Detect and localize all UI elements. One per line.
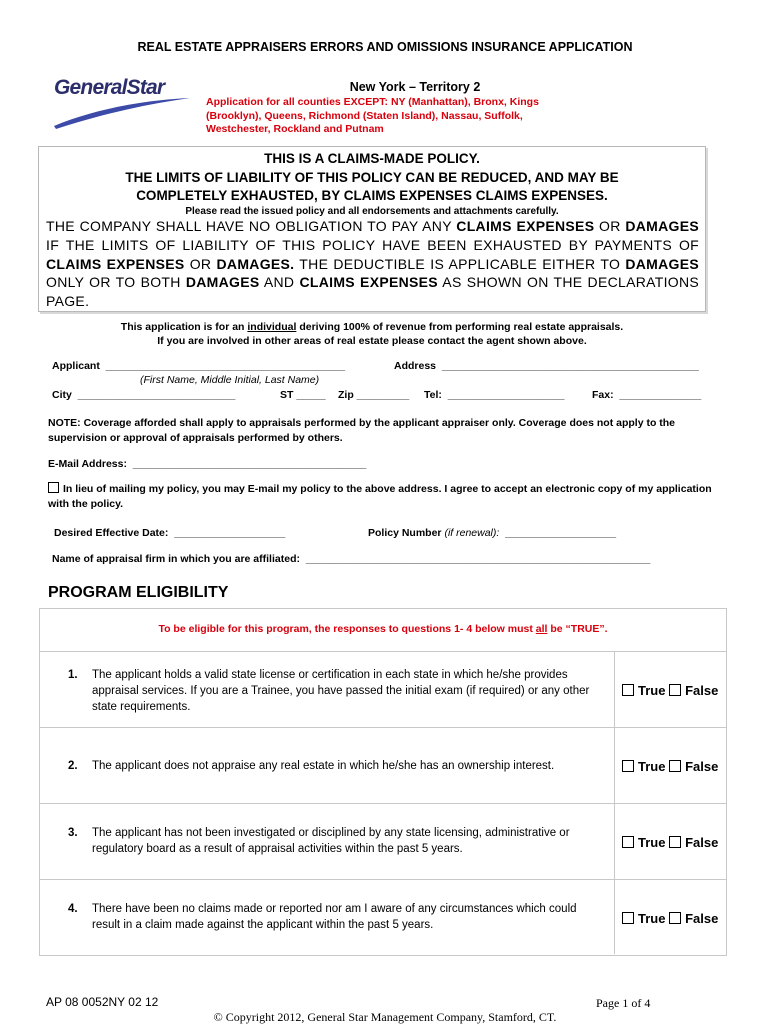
coverage-note: NOTE: Coverage afforded shall apply to appraisals performed by the applicant appraiser only. Coverage does not apply to the supervision or approval of appraisals performed by others. — [48, 417, 676, 444]
question-2: 2. The applicant does not appraise any real estate in which he/she has an ownership interest. — [68, 760, 555, 772]
claims-made-line-1: THIS IS A CLAIMS-MADE POLICY. — [264, 151, 480, 166]
eligibility-table — [39, 608, 727, 956]
applicant-field[interactable]: Applicant _________________________________________ — [52, 360, 346, 372]
question-1-answer: True False — [622, 683, 722, 698]
state-field[interactable]: ST _____ — [280, 389, 326, 401]
company-obligation-paragraph: THE COMPANY SHALL HAVE NO OBLIGATION TO PAY ANY CLAIMS EXPENSES OR DAMAGES IF THE LIMITS OF LIABILITY OF THIS POLICY HAVE BEEN EXHAUSTED BY PAYMENTS OF CLAIMS EXPENSES OR DAMAGES. THE DEDUCTIBLE IS APPLICABLE EITHER TO DAMAGES ONLY OR TO BOTH DAMAGES AND CLAIMS EXPENSES AS SHOWN ON THE DECLARATIONS PAGE. — [46, 218, 700, 310]
email-policy-checkbox[interactable] — [48, 482, 59, 493]
appraisal-firm-field[interactable]: Name of appraisal firm in which you are affiliated: ___________________________________________________________ — [52, 553, 651, 565]
logo-wordmark: GeneralStar — [54, 76, 165, 99]
question-4-answer: True False — [622, 911, 722, 926]
applicant-name-hint: (First Name, Middle Initial, Last Name) — [140, 374, 320, 386]
question-4-false-checkbox[interactable] — [669, 912, 681, 924]
question-3-false-checkbox[interactable] — [669, 836, 681, 848]
question-3-true-checkbox[interactable] — [622, 836, 634, 848]
copyright-notice: © Copyright 2012, General Star Management Company, Stamford, CT. — [213, 1010, 557, 1024]
telephone-field[interactable]: Tel: ____________________ — [424, 389, 565, 401]
policy-number-field[interactable]: Policy Number (if renewal): ___________________ — [368, 527, 617, 539]
fax-field[interactable]: Fax: ______________ — [592, 389, 702, 401]
claims-made-heading — [38, 150, 706, 206]
question-2-answer: True False — [622, 759, 722, 774]
logo-swoosh-icon — [52, 76, 192, 130]
question-4: 4. There have been no claims made or reported nor am I aware of any circumstances which could result in a claim made against the applicant within the past 5 years. — [68, 903, 577, 931]
question-4-true-checkbox[interactable] — [622, 912, 634, 924]
read-policy-note: Please read the issued policy and all endorsements and attachments carefully. — [185, 206, 559, 217]
email-field[interactable]: E-Mail Address: ________________________________________ — [48, 458, 367, 470]
form-number: AP 08 0052NY 02 12 — [46, 995, 159, 1009]
territory-heading: New York – Territory 2 — [349, 80, 481, 94]
address-field[interactable]: Address ____________________________________________ — [394, 360, 699, 372]
question-1-true-checkbox[interactable] — [622, 684, 634, 696]
eligibility-instructions: To be eligible for this program, the responses to questions 1- 4 below must all be “TRUE”. — [158, 623, 608, 635]
zip-field[interactable]: Zip _________ — [338, 389, 410, 401]
question-1-false-checkbox[interactable] — [669, 684, 681, 696]
question-3: 3. The applicant has not been investigated or disciplined by any state licensing, administrative or regulatory board as a result of appraisal activities within the past 5 years. — [68, 827, 570, 855]
city-field[interactable]: City ___________________________ — [52, 389, 236, 401]
question-2-true-checkbox[interactable] — [622, 760, 634, 772]
email-policy-option: In lieu of mailing my policy, you may E-mail my policy to the above address. I agree to accept an electronic copy of my application with the policy. — [48, 483, 712, 510]
generalstar-logo — [52, 76, 192, 130]
program-eligibility-heading: PROGRAM ELIGIBILITY — [48, 584, 229, 601]
question-3-answer: True False — [622, 835, 722, 850]
application-scope-note: This application is for an individual deriving 100% of revenue from performing real estate appraisals. If you are involved in other areas of real estate please contact the agent shown above. — [120, 321, 624, 347]
excluded-counties-note: Application for all counties EXCEPT: NY (Manhattan), Bronx, Kings (Brooklyn), Queens, Richmond (Staten Island), Nassau, Suffolk, Westchester, Rockland and Putnam — [206, 96, 539, 135]
page-number: Page 1 of 4 — [596, 996, 651, 1010]
question-1: 1. The applicant holds a valid state license or certification in each state in which he/she provides appraisal services. If you are a Trainee, you have passed the initial exam (if required) or any other state requirements. — [68, 669, 590, 713]
effective-date-field[interactable]: Desired Effective Date: ___________________ — [54, 527, 286, 539]
question-2-false-checkbox[interactable] — [669, 760, 681, 772]
claims-made-line-3: COMPLETELY EXHAUSTED, BY CLAIMS EXPENSES CLAIMS EXPENSES. — [136, 188, 608, 203]
document-title: REAL ESTATE APPRAISERS ERRORS AND OMISSIONS INSURANCE APPLICATION — [137, 40, 633, 54]
claims-made-line-2: THE LIMITS OF LIABILITY OF THIS POLICY CAN BE REDUCED, AND MAY BE — [125, 169, 619, 185]
